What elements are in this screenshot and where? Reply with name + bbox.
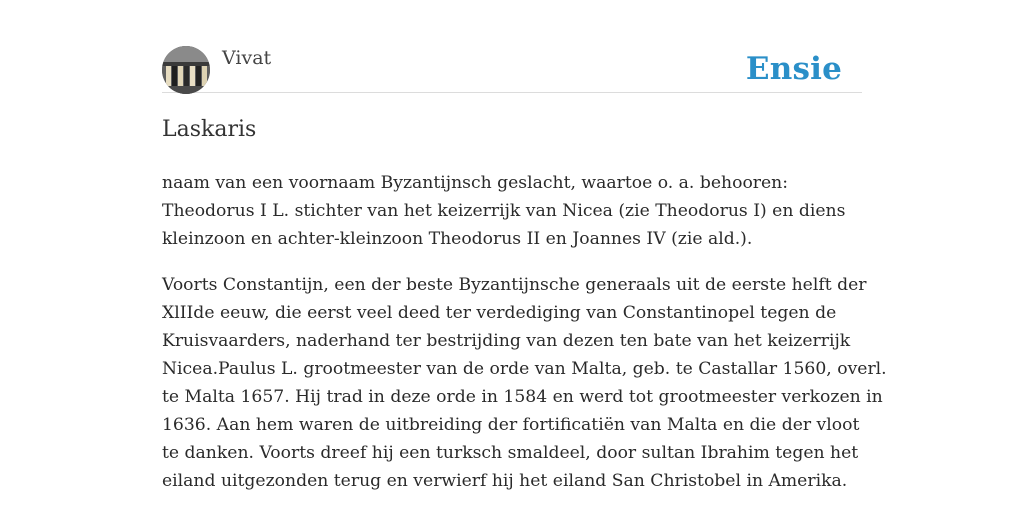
source-name[interactable]: Vivat — [222, 47, 272, 69]
text-line: eiland uitgezonden terug en verwierf hij het eiland San Christobel in Amerika. — [162, 471, 848, 491]
text-line: te danken. Voorts dreef hij een turksch smaldeel, door sultan Ibrahim tegen het — [162, 443, 859, 463]
book-spines-avatar-icon — [162, 46, 210, 94]
text-line: 1636. Aan hem waren de uitbreiding der fortificatiën van Malta en die der vloot — [162, 415, 860, 435]
article-title: Laskaris — [162, 117, 257, 142]
text-line: Kruisvaarders, naderhand ter bestrijding van dezen ten bate van het keizerrijk — [162, 331, 851, 351]
article-paragraph-2 — [162, 271, 887, 495]
article-paragraph-1 — [162, 169, 862, 253]
text-line: Voorts Constantijn, een der beste Byzantijnsche generaals uit de eerste helft der — [162, 275, 867, 295]
text-line: kleinzoon en achter-kleinzoon Theodorus II en Joannes IV (zie ald.). — [162, 229, 753, 249]
text-line: naam van een voornaam Byzantijnsch geslacht, waartoe o. a. behooren: — [162, 173, 789, 193]
header — [162, 46, 862, 93]
brand-logo[interactable]: Ensie — [745, 51, 842, 87]
text-line: XlIIde eeuw, die eerst veel deed ter verdediging van Constantinopel tegen de — [162, 303, 837, 323]
text-line: Theodorus I L. stichter van het keizerrijk van Nicea (zie Theodorus I) en diens — [162, 201, 846, 221]
article-card — [162, 0, 887, 512]
text-line: te Malta 1657. Hij trad in deze orde in 1584 en werd tot grootmeester verkozen in — [162, 387, 883, 407]
text-line: Nicea.Paulus L. grootmeester van de orde van Malta, geb. te Castallar 1560, overl. — [162, 359, 887, 379]
source-avatar[interactable] — [162, 46, 210, 94]
